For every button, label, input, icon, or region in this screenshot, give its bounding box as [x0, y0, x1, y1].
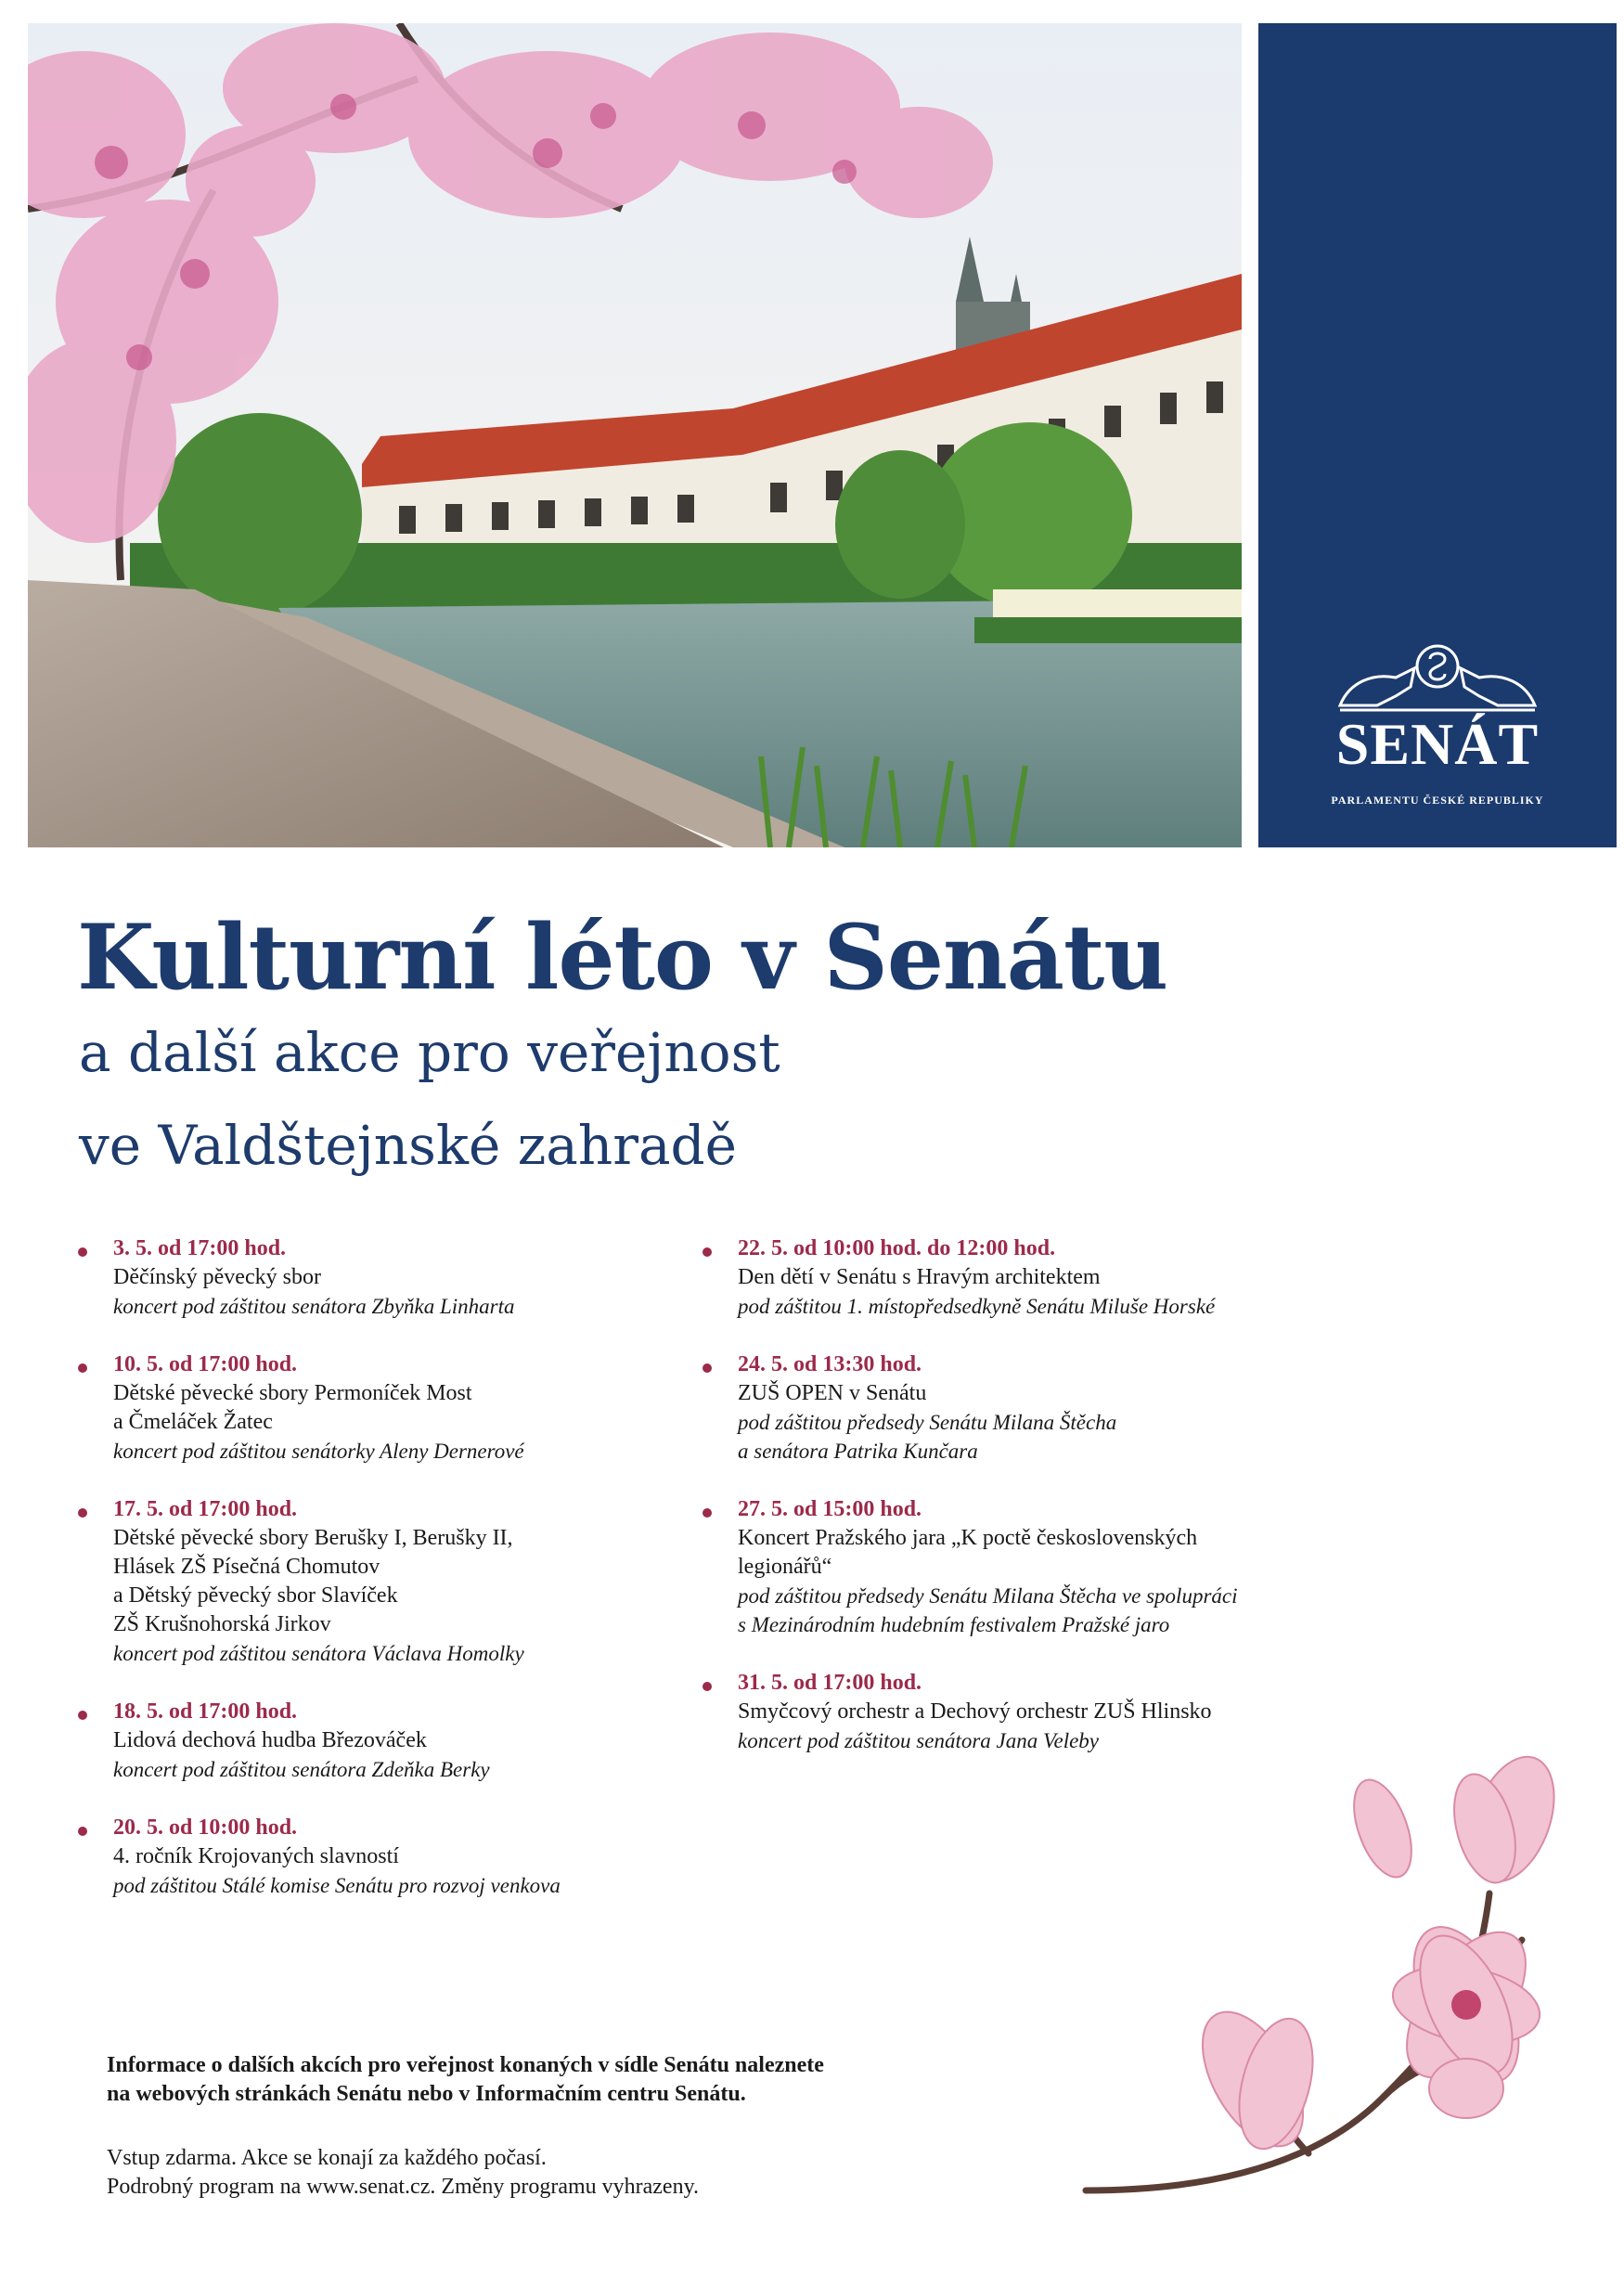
page-subtitle-line1: a další akce pro veřejnost	[79, 1021, 780, 1084]
event-title: Den dětí v Senátu s Hravým architektem	[738, 1265, 1101, 1289]
event-item	[113, 1234, 707, 1321]
event-title: ZUŠ OPEN v Senátu	[738, 1381, 927, 1405]
event-patronage: koncert pod záštitou senátora Zdeňka Berky	[113, 1758, 490, 1781]
event-title: Dětské pěvecké sbory Berušky I, Berušky II,	[113, 1526, 513, 1550]
event-date: 24. 5. od 13:30 hod.	[738, 1352, 922, 1376]
event-patronage: pod záštitou 1. místopředsedkyně Senátu Miluše Horské	[738, 1295, 1216, 1318]
garden-photo-illustration	[28, 23, 1242, 847]
senat-brand-name: SENÁT	[1335, 711, 1540, 777]
event-title: Koncert Pražského jara „K poctě československých	[738, 1526, 1198, 1550]
event-title: a Čmeláček Žatec	[113, 1410, 273, 1434]
event-patronage: pod záštitou předsedy Senátu Milana Štěcha	[738, 1411, 1117, 1434]
event-item	[113, 1814, 707, 1900]
events-list-left	[113, 1234, 707, 1900]
event-date: 18. 5. od 17:00 hod.	[113, 1699, 298, 1724]
events-list-right	[738, 1234, 1406, 1755]
event-patronage: a senátora Patrika Kunčara	[738, 1440, 978, 1463]
event-date: 20. 5. od 10:00 hod.	[113, 1815, 298, 1840]
event-title: a Dětský pěvecký sbor Slavíček	[113, 1583, 398, 1608]
bullet-icon	[78, 1508, 87, 1518]
footer-info-line: Informace o dalších akcích pro veřejnost konaných v sídle Senátu naleznete	[107, 2053, 824, 2077]
event-item	[738, 1495, 1406, 1639]
footer-info-line: na webových stránkách Senátu nebo v Informačním centru Senátu.	[107, 2082, 746, 2106]
event-title: Děčínský pěvecký sbor	[113, 1265, 321, 1289]
event-item	[113, 1495, 707, 1668]
event-title: Hlásek ZŠ Písečná Chomutov	[113, 1555, 380, 1579]
event-item	[113, 1350, 707, 1466]
bullet-icon	[78, 1827, 87, 1836]
event-item	[738, 1350, 1406, 1466]
event-date: 10. 5. od 17:00 hod.	[113, 1352, 298, 1376]
bullet-icon	[702, 1363, 712, 1373]
event-title: Dětské pěvecké sbory Permoníček Most	[113, 1381, 472, 1405]
event-item	[738, 1234, 1406, 1321]
event-title: legionářů“	[738, 1555, 832, 1579]
event-date: 27. 5. od 15:00 hod.	[738, 1497, 922, 1521]
footer-program-line: Podrobný program na www.senat.cz. Změny programu vyhrazeny.	[107, 2175, 700, 2199]
event-date: 17. 5. od 17:00 hod.	[113, 1497, 298, 1521]
event-title: Smyčcový orchestr a Dechový orchestr ZUŠ Hlinsko	[738, 1699, 1212, 1724]
senat-brand-subtitle: PARLAMENTU ČESKÉ REPUBLIKY	[1331, 794, 1544, 807]
page-title: Kulturní léto v Senátu	[77, 905, 1168, 1010]
event-date: 3. 5. od 17:00 hod.	[113, 1236, 287, 1260]
event-patronage: s Mezinárodním hudebním festivalem Pražské jaro	[738, 1613, 1170, 1636]
bullet-icon	[78, 1711, 87, 1720]
bullet-icon	[702, 1682, 712, 1691]
page-subtitle-line2: ve Valdštejnské zahradě	[79, 1114, 737, 1177]
event-date: 31. 5. od 17:00 hod.	[738, 1671, 922, 1695]
event-patronage: pod záštitou předsedy Senátu Milana Štěcha ve spolupráci	[738, 1584, 1238, 1608]
footer-info	[107, 2051, 1128, 2202]
bullet-icon	[702, 1247, 712, 1257]
garden-photo	[28, 23, 1242, 847]
bullet-icon	[78, 1247, 87, 1257]
event-title: Lidová dechová hudba Březováček	[113, 1728, 427, 1752]
event-title: ZŠ Krušnohorská Jirkov	[113, 1612, 331, 1636]
event-item	[113, 1698, 707, 1784]
bullet-icon	[702, 1508, 712, 1518]
senat-logo-panel	[1258, 23, 1617, 847]
bullet-icon	[78, 1363, 87, 1373]
event-patronage: koncert pod záštitou senátora Zbyňka Linharta	[113, 1295, 515, 1318]
event-title: 4. ročník Krojovaných slavností	[113, 1844, 399, 1868]
event-patronage: pod záštitou Stálé komise Senátu pro rozvoj venkova	[113, 1874, 561, 1897]
event-patronage: koncert pod záštitou senátorky Aleny Dernerové	[113, 1440, 524, 1463]
event-date: 22. 5. od 10:00 hod. do 12:00 hod.	[738, 1236, 1056, 1260]
footer-admission-line: Vstup zdarma. Akce se konají za každého počasí.	[107, 2146, 547, 2170]
event-patronage: koncert pod záštitou senátora Václava Homolky	[113, 1642, 524, 1665]
magnolia-flower-icon	[1076, 1726, 1596, 2209]
event-patronage: koncert pod záštitou senátora Jana Veleby	[738, 1729, 1100, 1752]
